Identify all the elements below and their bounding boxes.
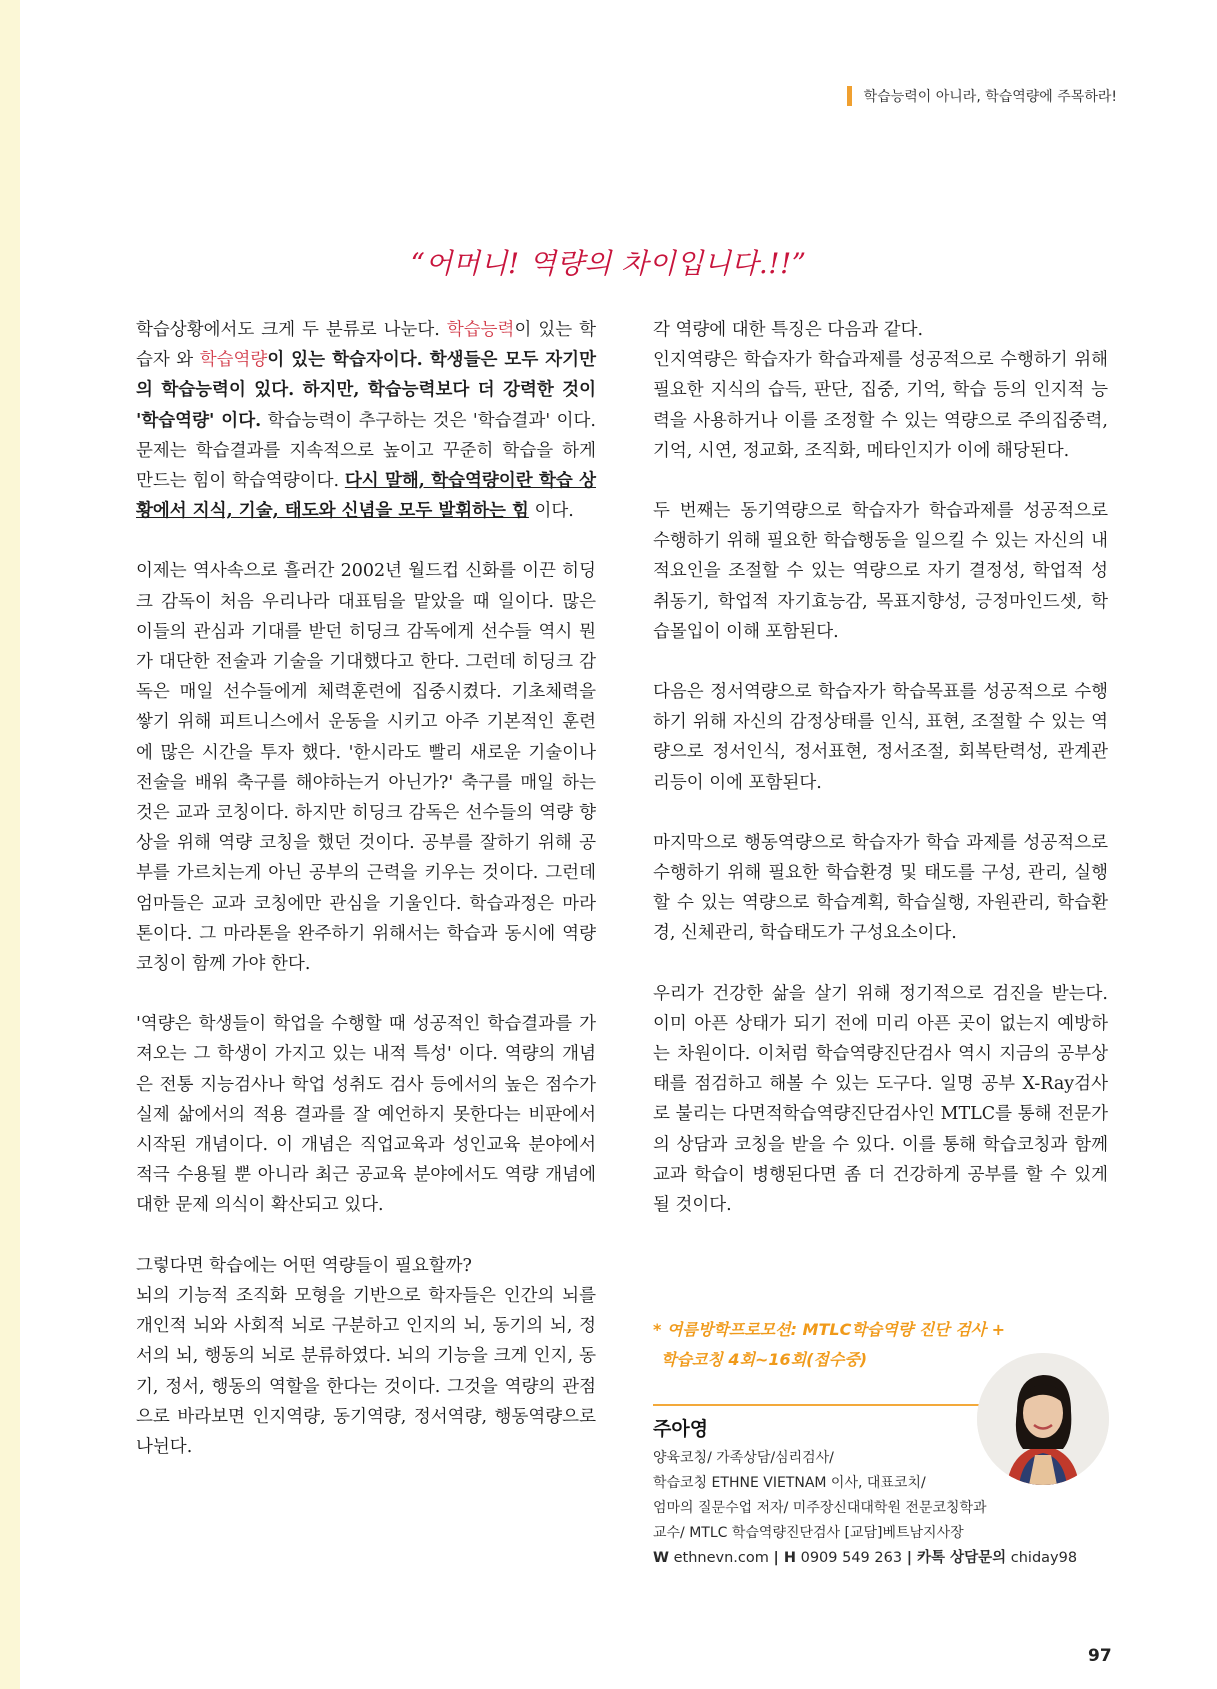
website-label: W bbox=[653, 1550, 669, 1566]
author-role-4: 교수/ MTLC 학습역량진단검사 [교담]베트남지사장 bbox=[653, 1525, 964, 1541]
bold-span: 이 있는 학습자이다. bbox=[267, 350, 430, 371]
left-column bbox=[136, 315, 596, 1462]
paragraph-question: 그렇다면 학습에는 어떤 역량들이 필요할까? bbox=[136, 1255, 472, 1276]
text-span: 학습능력이 추구하는 것은 '학습결과' 이다. 문제는 학습결과를 지속적으로 높이고 꾸준히 학습을 하게 만드는 힘이 학습역량이다. bbox=[136, 410, 596, 492]
underlined-definition: 다시 말해, 학습역량이란 학습 상황에서 지식, 기술, 태도와 신념을 모두 발휘하는 힘 bbox=[136, 471, 596, 522]
paragraph-cognitive: 인지역량은 학습자가 학습과제를 성공적으로 수행하기 위해 필요한 지식의 습득, 판단, 집중, 기억, 학습 등의 인지적 능력을 사용하거나 이를 조정할 수 있는 역량으로 주의집중력, 기억, 시연, 정교화, 조직화, 메타인지가 이에 해당된다. bbox=[653, 350, 1108, 461]
highlight-learning-competency: 학습역량 bbox=[199, 350, 268, 371]
author-contact: W ethnevn.com | H 0909 549 263 | 카톡 상담문의 chiday98 bbox=[653, 1550, 1078, 1566]
paragraph-brain-model: 뇌의 기능적 조직화 모형을 기반으로 학자들은 인간의 뇌를 개인적 뇌와 사회적 뇌로 구분하고 인지의 뇌, 동기의 뇌, 정서의 뇌, 행동의 뇌로 분류하였다. 뇌의 기능을 크게 인지, 동기, 정서, 행동의 역할을 한다는 것이다. 그것을 역량의 관점으로 바라보면 인지역량, 동기역량, 정서역량, 행동역량으로 나뉜다. bbox=[136, 1285, 596, 1457]
running-header bbox=[847, 86, 1117, 106]
author-role-2: 학습코칭 ETHNE VIETNAM 이사, 대표코치/ bbox=[653, 1475, 926, 1491]
paragraph-hiddink: 이제는 역사속으로 흘러간 2002년 월드컵 신화를 이끈 히딩크 감독이 처음 우리나라 대표팀을 맡았을 때 일이다. 많은 이들의 관심과 기대를 받던 히딩크 감독에게 선수들 역시 뭔가 대단한 전술과 기술을 기대했다고 한다. 그런데 히딩크 감독은 매일 선수들에게 체력훈련에 집중시켰다. 기초체력을 쌓기 위해 피트니스에서 운동을 시키고 아주 기본적인 훈련에 많은 시간을 투자 했다. '한시라도 빨리 새로운 기술이나 전술을 배워 축구를 해야하는거 아닌가?' 축구를 매일 하는 것은 교과 코칭이다. 하지만 히딩크 감독은 선수들의 역량 향상을 위해 역량 코칭을 했던 것이다. 공부를 잘하기 위해 공부를 가르치는게 아닌 공부의 근력을 키우는 것이다. 그런데 엄마들은 교과 코칭에만 관심을 기울인다. 학습과정은 마라톤이다. 그 마라톤을 완주하기 위해서는 학습과 동시에 역량 코칭이 함께 가야 한다. bbox=[136, 561, 596, 975]
author-photo bbox=[977, 1353, 1109, 1485]
article-headline: “어머니! 역량의 차이입니다.!!” bbox=[410, 247, 807, 280]
kakao-id: chiday98 bbox=[1010, 1550, 1078, 1566]
paragraph-behavior: 마지막으로 행동역량으로 학습자가 학습 과제를 성공적으로 수행하기 위해 필요한 학습환경 및 태도를 구성, 관리, 실행할 수 있는 역량으로 학습계획, 학습실행, 자원관리, 학습환경, 신체관리, 학습태도가 구성요소이다. bbox=[653, 832, 1108, 944]
header-accent-bar bbox=[847, 86, 852, 106]
text-span: 이다. bbox=[528, 501, 574, 522]
website-link[interactable]: ethnevn.com bbox=[673, 1550, 769, 1566]
highlight-learning-ability: 학습능력 bbox=[446, 320, 515, 340]
paragraph-features-intro: 각 역량에 대한 특징은 다음과 같다. bbox=[653, 320, 924, 340]
author-role-1: 양육코칭/ 가족상담/심리검사/ bbox=[653, 1450, 834, 1466]
text-span: 학습상황에서도 크게 두 분류로 나눈다. bbox=[136, 320, 447, 340]
author-role-3: 엄마의 질문수업 저자/ 미주장신대대학원 전문코칭학과 bbox=[653, 1500, 987, 1516]
author-name: 주아영 bbox=[653, 1418, 709, 1440]
promotion-line-1: * 여름방학프로모션: MTLC학습역량 진단 검사 + bbox=[653, 1320, 1006, 1339]
promotion-note bbox=[653, 1315, 1005, 1375]
paragraph-competency-definition: '역량은 학생들이 학업을 수행할 때 성공적인 학습결과를 가져오는 그 학생이 가지고 있는 내적 특성' 이다. 역량의 개념은 전통 지능검사나 학업 성취도 검사 등에서의 높은 점수가 실제 삶에서의 적용 결과를 잘 예언하지 못한다는 비판에서 시작된 개념이다. 이 개념은 직업교육과 성인교육 분야에서 적극 수용될 뿐 아니라 최근 공교육 분야에서도 역량 개념에 대한 문제 의식이 확산되고 있다. bbox=[136, 1014, 596, 1216]
phone-number: 0909 549 263 bbox=[800, 1550, 903, 1566]
phone-label: H bbox=[783, 1550, 796, 1566]
bold-span: 학생들은 모두 자기만의 학습능력이 있다. 하지만, 학습능력보다 더 강력한 것이 '학습역량' 이다. bbox=[136, 350, 596, 431]
right-column bbox=[653, 315, 1108, 1250]
text-span: 이 있는 학습자 와 bbox=[136, 320, 597, 371]
paragraph-checkup: 우리가 건강한 삶을 살기 위해 정기적으로 검진을 받는다. 이미 아픈 상태가 되기 전에 미리 아픈 곳이 없는지 예방하는 차원이다. 이처럼 학습역량진단검사 역시 지금의 공부상태를 점검하고 해볼 수 있는 도구다. 일명 공부 X-Ray검사로 불리는 다면적학습역량진단검사인 MTLC를 통해 전문가의 상담과 코칭을 받을 수 있다. 이를 통해 학습코칭과 함께 교과 학습이 병행된다면 좀 더 건강하게 공부를 할 수 있게 될 것이다. bbox=[653, 983, 1108, 1216]
promotion-line-2: 학습코칭 4회~16회(접수중) bbox=[661, 1350, 868, 1369]
author-portrait-icon bbox=[977, 1353, 1109, 1485]
page-number: 97 bbox=[1088, 1646, 1112, 1666]
paragraph-emotion: 다음은 정서역량으로 학습자가 학습목표를 성공적으로 수행하기 위해 자신의 감정상태를 인식, 표현, 조절할 수 있는 역량으로 정서인식, 정서표현, 정서조절, 회복탄력성, 관계관리등이 이에 포함된다. bbox=[653, 682, 1108, 793]
profile-divider bbox=[653, 1404, 983, 1406]
paragraph-motivation: 두 번째는 동기역량으로 학습자가 학습과제를 성공적으로 수행하기 위해 필요한 학습행동을 일으킬 수 있는 자신의 내적요인을 조절할 수 있는 역량으로 자기 결정성, 학업적 성취동기, 학업적 자기효능감, 목표지향성, 긍정마인드셋, 학습몰입이 이해 포함된다. bbox=[653, 501, 1108, 642]
kakao-label: 카톡 상담문의 bbox=[917, 1550, 1007, 1566]
running-header-title: 학습능력이 아니라, 학습역량에 주목하라! bbox=[863, 89, 1117, 105]
paragraph-intro bbox=[136, 315, 596, 526]
